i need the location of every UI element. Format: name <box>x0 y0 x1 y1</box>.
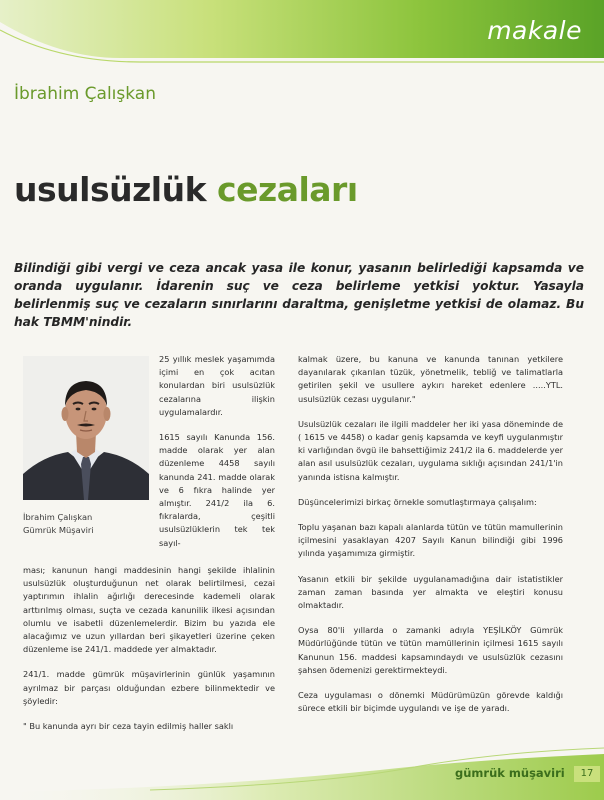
author-photo <box>23 356 149 500</box>
paragraph: Toplu yaşanan bazı kapalı alanlarda tütün ve tütün mamullerinin içilmesini yasaklayan 4207 Sayılı Kanun bilindiği gibi 1996 yılında yaşamımıza girmiştir. <box>298 522 563 559</box>
caption-role: Gümrük Müşaviri <box>23 525 94 535</box>
article-title-part2: cezaları <box>217 170 358 209</box>
paragraph: Oysa 80'li yıllarda o zamanki adıyla YEŞİLKÖY Gümrük Müdürlüğünde tütün ve tütün mamüllerinin içilmesi 1615 sayılı Kanunun 156. maddesi kapsamındaydı ve usulsüzlük cezasını şahsen ödemenizi gerektirmekteydi. <box>298 625 563 675</box>
page-number: 17 <box>574 766 600 782</box>
column-left <box>23 564 275 745</box>
paragraph: 1615 sayılı Kanunda 156. madde olarak yer alan düzenleme 4458 sayılı kanunda 241. madde olarak ve 6 fıkra halinde yer almıştır. 241/2 ila 6. fıkralarda, çeşitli usulsüzlüklerin tek tek sayıl- <box>159 432 275 548</box>
article-author: İbrahim Çalışkan <box>14 84 157 104</box>
paragraph: Usulsüzlük cezaları ile ilgili maddeler her iki yasa döneminde de ( 1615 ve 4458) o kadar geniş kapsamda ve keyfi uygulanmıştır ki varlığından övgü ile bahsettiğimiz 241/2 ila 6. maddelerde yer alan asıl usulsüzlük cezaları, uygulama sıklığı açısından 241/1'in yanında istisna kalmıştır. <box>298 418 563 482</box>
article-title <box>14 170 358 209</box>
paragraph: Yasanın etkili bir şekilde uygulanamadığına dair istatistikler zaman zaman basında yer almakta ve eleştiri konusu olmaktadır. <box>298 573 563 611</box>
paragraph: Ceza uygulaması o dönemki Müdürümüzün görevde kaldığı sürece etkili bir biçimde uygulandı ve işe de yaradı. <box>298 690 563 714</box>
caption-name: İbrahim Çalışkan <box>23 512 93 522</box>
paragraph: " Bu kanunda ayrı bir ceza tayin edilmiş haller saklı <box>23 721 234 732</box>
paragraph: ması; kanunun hangi maddesinin hangi şekilde ihlalinin usulsüzlük oluşturduğunun net olarak belirtilmesi, cezai yaptırımın ihlalin ağırlığı derecesinde kademeli olarak arttırılmış olması, suçta ve cezada kanunilik ilkesi açısından olumlu ve isabetli düzenlemelerdir. Bizim bu yazıda ele alacağımız ve uzun yıllardan beri şikayetleri üzerine çeken düzenleme ise 241/1. maddede yer almaktadır. <box>23 565 275 655</box>
paragraph: 241/1. madde gümrük müşavirlerinin günlük yaşamının ayrılmaz bir parçası olduğundan ezbere bilinmektedir ve şöyledir: <box>23 669 275 706</box>
article-lead: Bilindiği gibi vergi ve ceza ancak yasa ile konur, yasanın belirlediği kapsamda ve oranda uygulanır. İdarenin suç ve ceza belirleme yetkisi yoktur. Yasayla belirlenmiş suç ve cezaların sınırlarını daraltma, genişletme yetkisi de olamaz. Bu hak TBMM'nindir. <box>14 261 584 329</box>
paragraph: Düşüncelerimizi birkaç örnekle somutlaştırmaya çalışalım: <box>298 496 537 507</box>
paragraph: kalmak üzere, bu kanuna ve kanunda tanınan yetkilere dayanılarak çıkarılan tüzük, yönetmelik, tebliğ ve talimatlarla getirilen şekil ve usullere aykırı hareket edenlere .....YTL. usulsüzlük cezası uygulanır." <box>298 354 563 404</box>
section-label: makale <box>487 16 582 45</box>
magazine-name: gümrük müşaviri <box>455 766 565 780</box>
paragraph: 25 yıllık meslek yaşamımda içimi en çok acıtan konulardan biri usulsüzlük cezalarına ilişkin uygulamalardır. <box>159 354 275 417</box>
column-right <box>298 353 563 727</box>
column-beside-photo <box>159 353 275 562</box>
photo-caption <box>23 511 94 537</box>
article-title-part1: usulsüzlük <box>14 170 207 209</box>
